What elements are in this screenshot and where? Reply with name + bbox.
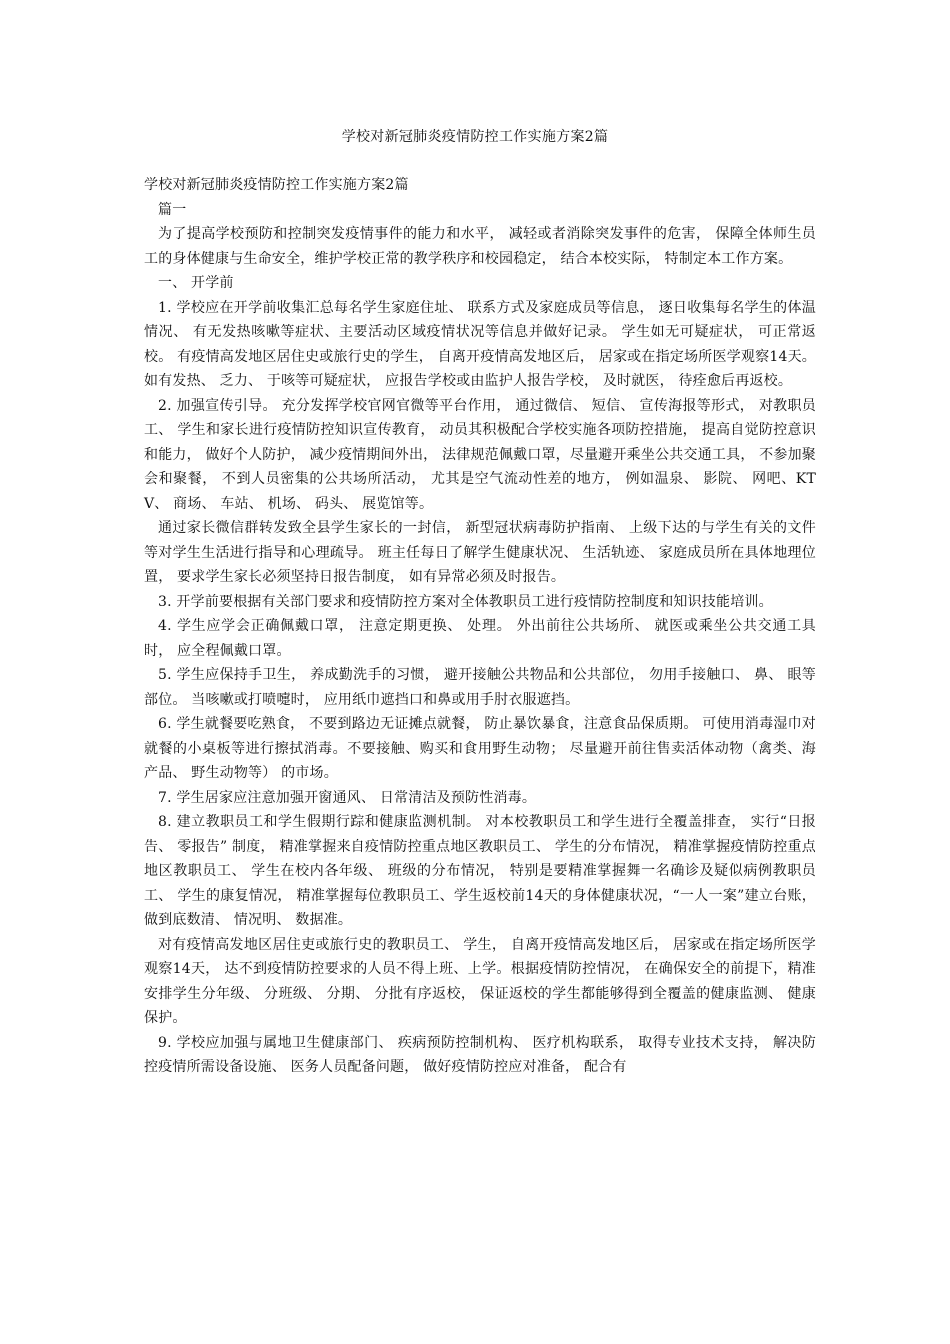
paragraph-item-6: 6. 学生就餐要吃熟食， 不要到路边无证摊点就餐， 防止暴饮暴食，注意食品保质期。 可使用消毒湿巾对就餐的小桌板等进行擦拭消毒。不要接触、购买和食用野生动物； 尽量避开前往售卖活体动物（禽类、海产品、 野生动物等） 的市场。 (144, 716, 816, 781)
part-label: 篇一 (158, 201, 187, 218)
document-title: 学校对新冠肺炎疫情防控工作实施方案2篇 (341, 129, 609, 145)
paragraph-item-1: 1. 学校应在开学前收集汇总每名学生家庭住址、 联系方式及家庭成员等信息， 逐日收集每名学生的体温情况、 有无发热咳嗽等症状、主要活动区域疫情状况等信息并做好记录。 学生如无可疑症状， 可正常返校。 有疫情高发地区居住史或旅行史的学生， 自离开疫情高发地区后， 居家或在指定场所医学观察14天。 如有发热、 乏力、 于咳等可疑症状， 应报告学校或由监护人报告学校， 及时就医， 待痊愈后再返校。 (144, 299, 816, 389)
paragraph-item-2: 2. 加强宣传引导。 充分发挥学校官网官微等平台作用， 通过微信、 短信、 宣传海报等形式， 对教职员工、 学生和家长进行疫情防控知识宣传教育， 动员其积极配合学校实施各项防控措施， 提高自觉防控意识和能力， 做好个人防护， 减少疫情期间外出， 法律规范佩戴口罩，尽量避开乘坐公共交通工具， 不参加聚会和聚餐， 不到人员密集的公共场所活动， 尤其是空气流动性差的地方， 例如温泉、 影院、 网吧、KTV、 商场、 车站、 机场、 码头、 展览馆等。 (144, 397, 816, 512)
paragraph-item-5: 5. 学生应保持手卫生， 养成勤洗手的习惯， 避开接触公共物品和公共部位， 勿用手接触口、 鼻、 眼等部位。 当咳嗽或打喷嚏时， 应用纸巾遮挡口和鼻或用手肘衣服遮挡。 (144, 667, 816, 708)
paragraph-item-2-continued: 通过家长微信群转发致全县学生家长的一封信， 新型冠状病毒防护指南、 上级下达的与学生有关的文件等对学生生活进行指导和心理疏导。 班主任每日了解学生健康状况、 生活轨迹、 家庭成员所在具体地理位置， 要求学生家长必须坚持日报告制度， 如有异常必须及时报告。 (144, 520, 816, 585)
section-heading-1: 一、 开学前 (158, 275, 234, 291)
paragraph-item-8: 8. 建立教职员工和学生假期行踪和健康监测机制。 对本校教职员工和学生进行全覆盖排查， 实行“日报告、 零报告” 制度， 精准掌握来自疫情防控重点地区教职员工、 学生的分布情况， 精准掌握疫情防控重点地区教职员工、 学生在校内各年级、 班级的分布情况， 特别是要精准掌握舞一名确诊及疑似病例教职员工、 学生的康复情况， 精准掌握每位教职员工、学生返校前14天的身体健康状况，“一人一案”建立台账， 做到底数清、 情况明、 数据准。 (144, 814, 816, 928)
document-subtitle: 学校对新冠肺炎疫情防控工作实施方案2篇 (144, 177, 409, 193)
paragraph-item-3: 3. 开学前要根据有关部门要求和疫情防控方案对全体教职员工进行疫情防控制度和知识技能培训。 (158, 593, 773, 610)
paragraph-item-9: 9. 学校应加强与属地卫生健康部门、 疾病预防控制机构、 医疗机构联系， 取得专业技术支持， 解决防控疫情所需设备设施、 医务人员配备问题， 做好疫情防控应对准备， 配合有 (144, 1034, 816, 1075)
paragraph-item-7: 7. 学生居家应注意加强开窗通风、 日常清洁及预防性消毒。 (158, 789, 537, 806)
document-body (144, 173, 816, 1080)
paragraph-item-8-continued: 对有疫情高发地区居住吏或旅行史的教职员工、 学生， 自离开疫情高发地区后， 居家或在指定场所医学观察14天， 达不到疫情防控要求的人员不得上班、上学。根据疫情防控情况， 在确保安全的前提下，精准安排学生分年级、 分班级、 分期、 分批有序返校， 保证返校的学生都能够得到全覆盖的健康监测、 健康保护。 (144, 936, 816, 1026)
paragraph-item-4: 4. 学生应学会正确佩戴口罩， 注意定期更换、 处理。 外出前往公共场所、 就医或乘坐公共交通工具时， 应全程佩戴口罩。 (144, 618, 816, 659)
intro-paragraph: 为了提高学校预防和控制突发疫情事件的能力和水平， 减轻或者消除突发事件的危害， 保障全体师生员工的身体健康与生命安全，维护学校正常的教学秩序和校园稳定， 结合本校实际， 特制定本工作方案。 (144, 226, 816, 267)
